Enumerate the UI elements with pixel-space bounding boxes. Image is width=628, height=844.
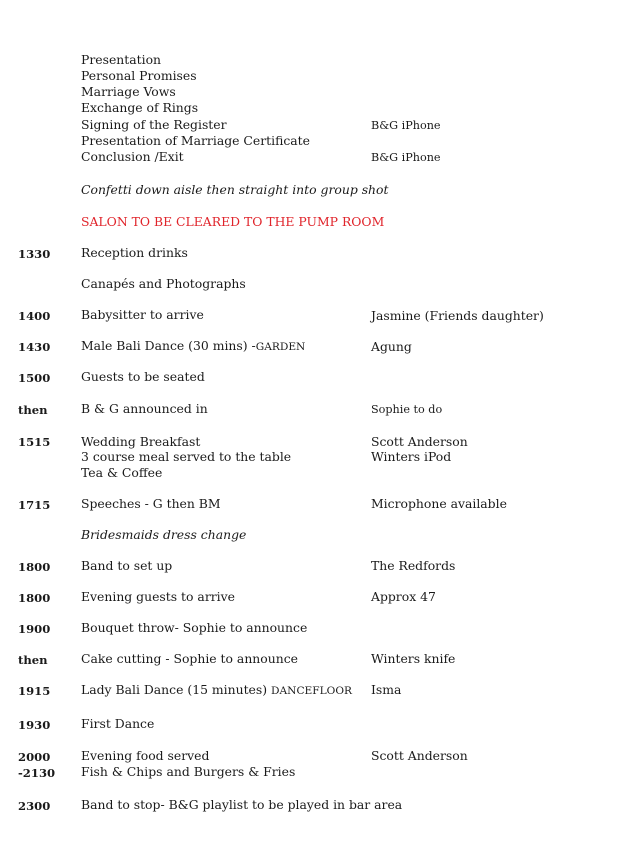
schedule-activity: Babysitter to arrive <box>81 307 204 322</box>
ceremony-item: Presentation <box>81 52 162 67</box>
schedule-activity: Speeches - G then BM <box>81 496 221 511</box>
schedule-note: Microphone available <box>371 496 507 511</box>
schedule-time: 1900 <box>18 622 51 636</box>
schedule-activity: Band to set up <box>81 558 173 573</box>
ceremony-item: Presentation of Marriage Certificate <box>81 133 310 148</box>
ceremony-item: Conclusion /Exit <box>81 149 184 164</box>
confetti-note: Confetti down aisle then straight into group shot <box>81 182 389 197</box>
schedule-activity: Band to stop- B&G playlist to be played in bar area <box>81 797 403 812</box>
schedule-activity: Evening guests to arrive <box>81 589 235 604</box>
schedule-activity-detail: Fish & Chips and Burgers & Fries <box>81 764 296 779</box>
schedule-activity: Bridesmaids dress change <box>81 527 247 542</box>
schedule-activity: Bouquet throw- Sophie to announce <box>81 620 308 635</box>
schedule-time: -2130 <box>18 766 56 780</box>
schedule-time: 1915 <box>18 684 51 698</box>
schedule-activity: Evening food served <box>81 748 210 763</box>
schedule-activity: First Dance <box>81 716 155 731</box>
schedule-note: The Redfords <box>371 558 456 573</box>
location-tag: GARDEN <box>255 341 306 353</box>
schedule-activity: Guests to be seated <box>81 369 205 384</box>
schedule-time: 2300 <box>18 799 51 813</box>
ceremony-item: Signing of the Register <box>81 117 227 132</box>
schedule-note: Agung <box>371 339 412 354</box>
schedule-time: 1800 <box>18 591 51 605</box>
schedule-activity <box>81 682 352 699</box>
schedule-time: then <box>18 653 48 667</box>
schedule-time: 1930 <box>18 718 51 732</box>
ceremony-note: B&G iPhone <box>371 119 441 132</box>
schedule-time: 1430 <box>18 340 51 354</box>
schedule-activity: Wedding Breakfast <box>81 434 201 449</box>
schedule-note: Sophie to do <box>371 403 443 416</box>
schedule-activity-text: Lady Bali Dance (15 minutes) <box>81 682 268 697</box>
schedule-note: Approx 47 <box>371 589 436 604</box>
schedule-activity: Canapés and Photographs <box>81 276 246 291</box>
schedule-activity-text: Male Bali Dance (30 mins) - <box>81 338 256 353</box>
schedule-activity: Reception drinks <box>81 245 188 260</box>
ceremony-item: Marriage Vows <box>81 84 176 99</box>
schedule-activity: B & G announced in <box>81 401 208 416</box>
schedule-time: 1330 <box>18 247 51 261</box>
location-tag: DANCEFLOOR <box>271 685 353 697</box>
ceremony-item: Exchange of Rings <box>81 100 199 115</box>
schedule-activity: Cake cutting - Sophie to announce <box>81 651 298 666</box>
schedule-note: Isma <box>371 682 402 697</box>
schedule-time: 2000 <box>18 750 51 764</box>
schedule-time: 1800 <box>18 560 51 574</box>
schedule-time: 1715 <box>18 498 51 512</box>
schedule-time: 1500 <box>18 371 51 385</box>
schedule-time: 1400 <box>18 309 51 323</box>
schedule-note: Scott Anderson <box>371 748 468 763</box>
salon-notice: SALON TO BE CLEARED TO THE PUMP ROOM <box>81 214 385 229</box>
schedule-activity-detail: 3 course meal served to the table <box>81 449 292 464</box>
ceremony-note: B&G iPhone <box>371 151 441 164</box>
schedule-note: Winters knife <box>371 651 456 666</box>
schedule-note: Jasmine (Friends daughter) <box>371 308 544 323</box>
schedule-note: Scott Anderson <box>371 434 468 449</box>
schedule-activity-detail: Tea & Coffee <box>81 465 163 480</box>
schedule-activity <box>81 338 305 355</box>
schedule-note: Winters iPod <box>371 449 452 464</box>
ceremony-item: Personal Promises <box>81 68 197 83</box>
schedule-time: 1515 <box>18 435 51 449</box>
schedule-time: then <box>18 403 48 417</box>
